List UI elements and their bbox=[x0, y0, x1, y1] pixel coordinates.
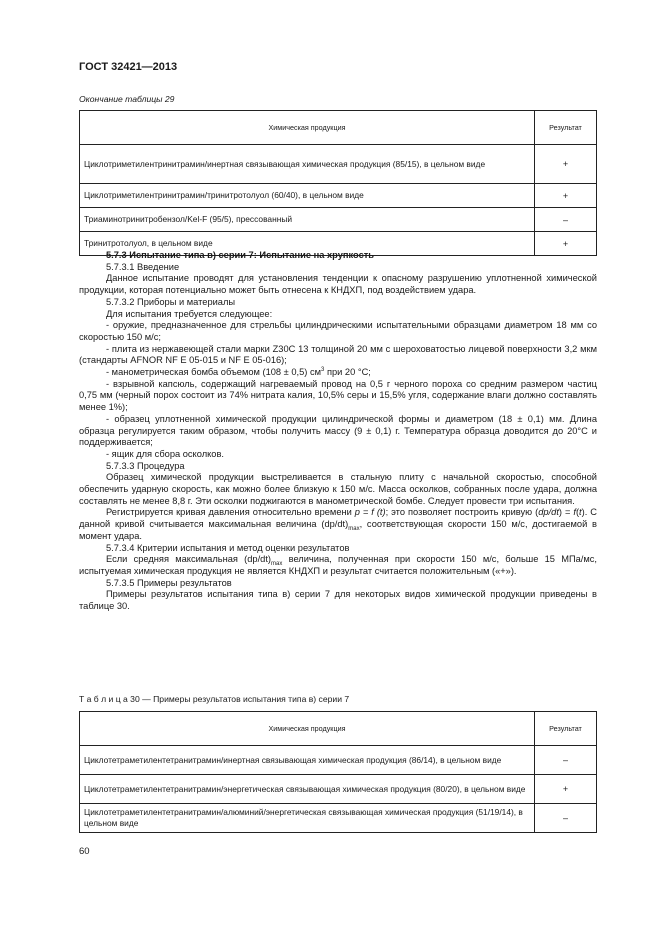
subsection-heading: 5.7.3.4 Критерии испытания и метод оценки результатов bbox=[106, 542, 350, 553]
table-row bbox=[80, 775, 597, 804]
page-number: 60 bbox=[79, 846, 90, 857]
column-header-product: Химическая продукция bbox=[80, 111, 535, 145]
table-29-caption: Окончание таблицы 29 bbox=[79, 94, 175, 104]
text-span: , соответствующая скорости 150 м/с, достигаемой в момент удара. bbox=[79, 519, 597, 541]
paragraph bbox=[79, 554, 597, 577]
subsection-heading: 5.7.3.5 Примеры результатов bbox=[106, 577, 232, 588]
list-item: - взрывной капсюль, содержащий нагреваемый провод на 0,5 г черного пороха со средним размером частиц 0,75 мм (черный порох состоит из 74% нитрата калия, 10,5% серы и 15,5% угля, содержание влаги должно составлять менее 1%); bbox=[79, 378, 597, 413]
table-row bbox=[80, 746, 597, 775]
text-span: - манометрическая бомба объемом (108 ± 0,5) см bbox=[106, 367, 322, 378]
table-30-caption: Т а б л и ц а 30 — Примеры результатов испытания типа в) серии 7 bbox=[79, 694, 350, 704]
product-cell: Триаминотринитробензол/Kel-F (95/5), прессованный bbox=[80, 208, 535, 232]
product-cell: Тринитротолуол, в цельном виде bbox=[80, 232, 535, 256]
section-body bbox=[79, 250, 597, 613]
paragraph: Примеры результатов испытания типа в) серии 7 для некоторых видов химической продукции приведены в таблице 30. bbox=[79, 589, 597, 612]
table-29 bbox=[79, 110, 597, 256]
subscript: max bbox=[271, 561, 283, 568]
paragraph: Образец химической продукции выстреливается в стальную плиту с начальной скоростью, способной обеспечить ударную скорость, как можно более близкую к 150 м/с. Масса осколков, собранных после удара, должна составлять не менее 8,8 г. Эти осколки поджигаются в манометрической бомбе. Следует провести три испытания. bbox=[79, 472, 597, 506]
text-span: Регистрируется кривая давления относительно времени bbox=[106, 507, 355, 518]
formula: dp/dt bbox=[538, 507, 559, 518]
paragraph: Данное испытание проводят для установления тенденции к опасному разрушению уплотненной химической продукции, которая потенциально может быть отнесена к КНДХП, под воздействием удара. bbox=[79, 273, 597, 296]
text-span: Если средняя максимальная (dp/dt) bbox=[106, 554, 272, 565]
subsection-heading: 5.7.3.1 Введение bbox=[106, 261, 180, 272]
result-cell: – bbox=[535, 746, 597, 775]
column-header-result: Результат bbox=[535, 111, 597, 145]
product-cell: Циклотетраметилентетранитрамин/энергетическая связывающая химическая продукция (80/20), в цельном виде bbox=[80, 775, 535, 804]
result-cell: + bbox=[535, 775, 597, 804]
product-cell: Циклотриметилентринитрамин/тринитротолуол (60/40), в цельном виде bbox=[80, 184, 535, 208]
subsection-heading: 5.7.3.3 Процедура bbox=[106, 460, 185, 471]
product-cell: Циклотриметилентринитрамин/инертная связывающая химическая продукция (85/15), в цельном виде bbox=[80, 145, 535, 184]
table-30 bbox=[79, 711, 597, 833]
result-cell: + bbox=[535, 145, 597, 184]
result-cell: + bbox=[535, 184, 597, 208]
table-row bbox=[80, 804, 597, 833]
table-row bbox=[80, 145, 597, 184]
result-cell: – bbox=[535, 208, 597, 232]
column-header-result: Результат bbox=[535, 712, 597, 746]
formula: t bbox=[579, 507, 582, 518]
document-header: ГОСТ 32421—2013 bbox=[79, 61, 178, 73]
result-cell: + bbox=[535, 232, 597, 256]
text-span: ( bbox=[575, 507, 580, 518]
text-span: ). С данной кривой считывается максимальная величина (dp/dt) bbox=[79, 507, 597, 530]
list-item: - оружие, предназначенное для стрельбы цилиндрическими испытательными образцами диаметром 18 мм со скоростью 150 м/с; bbox=[79, 320, 597, 342]
table-row bbox=[80, 184, 597, 208]
result-cell: – bbox=[535, 804, 597, 833]
text-span: при 20 °С; bbox=[324, 367, 371, 378]
text-span: ; это позволяет построить кривую ( bbox=[385, 507, 539, 518]
list-item: - образец уплотненной химической продукции цилиндрической формы и диаметром (18 ± 0,1) мм. Длина образца регулируется таким образом, чтобы получить массу (9 ± 0,1) г. Температура образца доводится до 20°С и поддерживается; bbox=[79, 413, 597, 448]
text-span: величина, полученная при скорости 150 м/с, больше 15 МПа/мс, испытуемая химическая продукция не является КНДХП и результат считается положительным («+»). bbox=[79, 554, 597, 576]
text-span: ) = bbox=[558, 507, 574, 518]
subscript: max bbox=[348, 526, 360, 533]
section-heading: 5.7.3 Испытание типа в) серии 7: Испытание на хрупкость bbox=[106, 250, 375, 260]
formula: p = f (t) bbox=[354, 507, 386, 518]
subsection-heading: 5.7.3.2 Приборы и материалы bbox=[106, 296, 236, 307]
list-item bbox=[79, 367, 597, 379]
table-header-row bbox=[80, 111, 597, 145]
column-header-product: Химическая продукция bbox=[80, 712, 535, 746]
paragraph: Для испытания требуется следующее: bbox=[106, 308, 273, 319]
paragraph bbox=[79, 507, 597, 542]
list-item: - плита из нержавеющей стали марки Z30C 13 толщиной 20 мм с шероховатостью лицевой поверхности 3,2 мкм (стандарты AFNOR NF E 05-015 и NF E 05-016); bbox=[79, 343, 597, 366]
superscript: 3 bbox=[321, 366, 325, 373]
table-row bbox=[80, 208, 597, 232]
product-cell: Циклотетраметилентетранитрамин/алюминий/энергетическая связывающая химическая продукция (51/19/14), в цельном виде bbox=[80, 804, 535, 833]
formula: f bbox=[573, 507, 576, 518]
product-cell: Циклотетраметилентетранитрамин/инертная связывающая химическая продукция (86/14), в цельном виде bbox=[80, 746, 535, 775]
table-header-row bbox=[80, 712, 597, 746]
list-item: - ящик для сбора осколков. bbox=[106, 448, 224, 459]
